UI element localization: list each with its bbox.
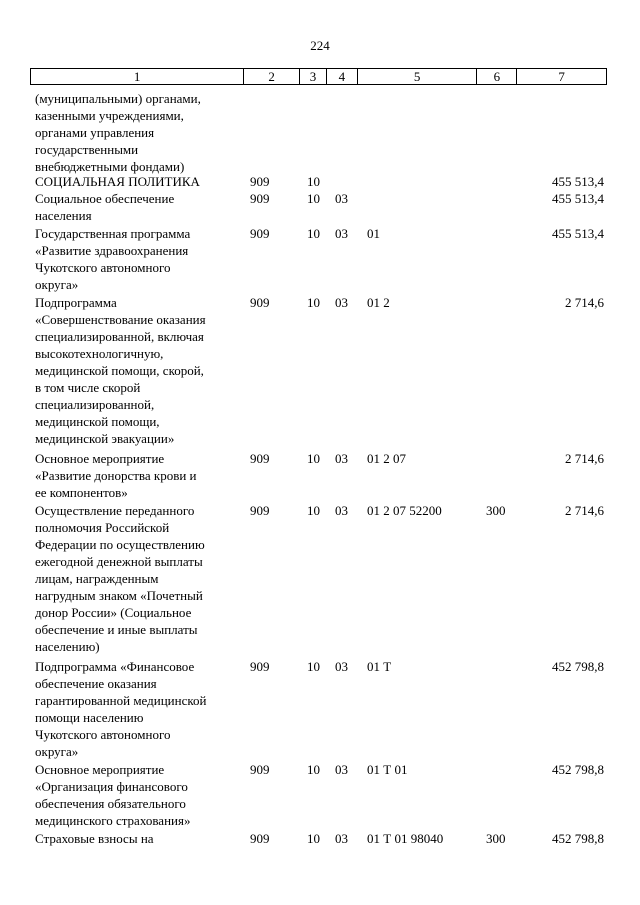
cell-amount: 455 513,4: [552, 191, 604, 206]
cell-code-5: 01 Т 01: [367, 762, 408, 777]
cell-code-3: 10: [307, 174, 320, 189]
cell-amount: 2 714,6: [565, 451, 604, 466]
table-row: [0, 761, 640, 829]
cell-code-2: 909: [250, 226, 270, 241]
cell-name: Подпрограмма «Совершенствование оказания специализированной, включая высокотехнологичную, медицинской помощи, скорой, в том числе скорой специализированной, медицинской помощи, медицинской эвакуации»: [35, 295, 206, 446]
cell-code-3: 10: [307, 191, 320, 206]
cell-name: Осуществление переданного полномочия Российской Федерации по осуществлению ежегодной денежной выплаты лицам, награжденным нагрудным знаком «Почетный донор России» (Социальное обеспечение и иные выплаты населению): [35, 503, 205, 654]
cell-code-2: 909: [250, 503, 270, 518]
cell-amount: 452 798,8: [552, 659, 604, 674]
cell-amount: 452 798,8: [552, 831, 604, 846]
cell-name: (муниципальными) органами, казенными учреждениями, органами управления государственными внебюджетными фондами): [35, 91, 201, 174]
cell-amount: 2 714,6: [565, 295, 604, 310]
cell-code-4: 03: [335, 295, 348, 310]
cell-amount: 455 513,4: [552, 174, 604, 189]
cell-code-2: 909: [250, 174, 270, 189]
header-col-4: 4: [327, 69, 358, 84]
cell-code-3: 10: [307, 295, 320, 310]
header-col-5: 5: [358, 69, 478, 84]
cell-code-2: 909: [250, 451, 270, 466]
cell-name: Страховые взносы на: [35, 831, 154, 846]
cell-name: Основное мероприятие «Организация финансового обеспечения обязательного медицинского страхования»: [35, 762, 191, 828]
cell-code-3: 10: [307, 831, 320, 846]
cell-name: Подпрограмма «Финансовое обеспечение оказания гарантированной медицинской помощи населению Чукотского автономного округа»: [35, 659, 207, 759]
cell-code-5: 01 Т 01 98040: [367, 831, 444, 846]
cell-code-2: 909: [250, 762, 270, 777]
cell-name: СОЦИАЛЬНАЯ ПОЛИТИКА: [35, 174, 200, 189]
cell-code-6: 300: [486, 503, 506, 518]
table-row: [0, 173, 640, 190]
cell-code-5: 01 Т: [367, 659, 392, 674]
cell-code-4: 03: [335, 226, 348, 241]
cell-code-4: 03: [335, 191, 348, 206]
header-col-3: 3: [300, 69, 327, 84]
cell-code-2: 909: [250, 831, 270, 846]
table-header: [30, 68, 607, 85]
cell-code-2: 909: [250, 659, 270, 674]
page-number: 224: [310, 38, 330, 53]
cell-code-4: 03: [335, 831, 348, 846]
table-row: [0, 225, 640, 293]
table-row: [0, 450, 640, 501]
cell-name: Основное мероприятие «Развитие донорства крови и ее компонентов»: [35, 451, 197, 500]
cell-code-5: 01 2 07 52200: [367, 503, 442, 518]
cell-amount: 452 798,8: [552, 762, 604, 777]
cell-code-4: 03: [335, 503, 348, 518]
table-row: [0, 830, 640, 847]
cell-code-5: 01 2 07: [367, 451, 406, 466]
cell-amount: 455 513,4: [552, 226, 604, 241]
header-col-7: 7: [558, 69, 565, 84]
cell-name: Социальное обеспечение населения: [35, 191, 175, 223]
cell-code-4: 03: [335, 659, 348, 674]
header-col-2: 2: [244, 69, 300, 84]
cell-code-3: 10: [307, 659, 320, 674]
cell-amount: 2 714,6: [565, 503, 604, 518]
cell-code-3: 10: [307, 226, 320, 241]
cell-code-3: 10: [307, 762, 320, 777]
table-row: [0, 502, 640, 655]
cell-name: Государственная программа «Развитие здравоохранения Чукотского автономного округа»: [35, 226, 191, 292]
cell-code-2: 909: [250, 295, 270, 310]
cell-code-3: 10: [307, 451, 320, 466]
table-row: [0, 190, 640, 224]
cell-code-2: 909: [250, 191, 270, 206]
cell-code-4: 03: [335, 762, 348, 777]
cell-code-6: 300: [486, 831, 506, 846]
cell-code-5: 01: [367, 226, 380, 241]
table-row: [0, 294, 640, 447]
table-row: [0, 90, 640, 175]
cell-code-3: 10: [307, 503, 320, 518]
cell-code-5: 01 2: [367, 295, 390, 310]
table-row: [0, 658, 640, 760]
cell-code-4: 03: [335, 451, 348, 466]
header-col-1: 1: [31, 69, 244, 84]
header-col-6: 6: [477, 69, 517, 84]
